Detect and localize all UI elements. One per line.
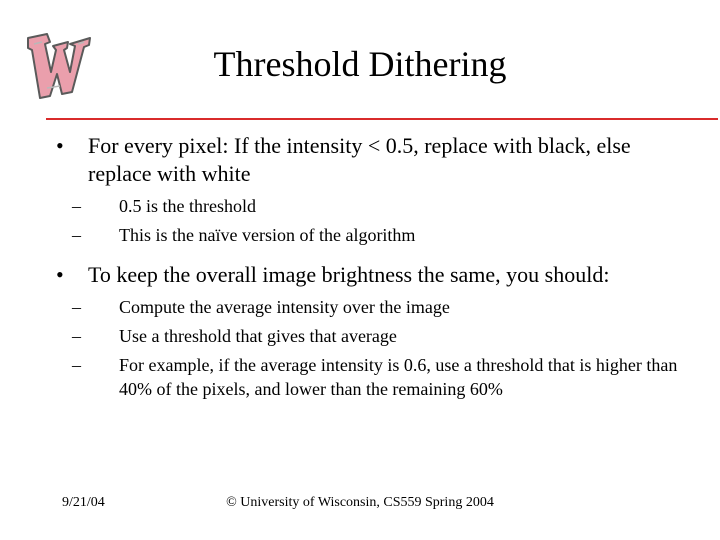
sub-bullet-text: Compute the average intensity over the image	[119, 297, 450, 317]
sub-bullet-text: Use a threshold that gives that average	[119, 326, 397, 346]
sub-bullet-marker: –	[72, 297, 81, 317]
sub-bullet-text: This is the naïve version of the algorithm	[119, 225, 416, 245]
sub-bullet-item	[56, 194, 696, 218]
footer-date: 9/21/04	[62, 495, 105, 510]
sub-bullet-text: 0.5 is the threshold	[119, 196, 256, 216]
bullet-marker: •	[56, 262, 64, 287]
bullet-text: To keep the overall image brightness the same, you should:	[88, 262, 610, 287]
bullet-marker: •	[56, 133, 64, 158]
sub-bullet-item	[56, 223, 696, 247]
sub-bullet-item	[56, 295, 696, 319]
sub-bullet-marker: –	[72, 355, 81, 375]
sub-bullet-marker: –	[72, 225, 81, 245]
bullet-item	[56, 132, 696, 188]
slide-title: Threshold Dithering	[213, 44, 507, 84]
bullet-text: For every pixel: If the intensity < 0.5, replace with black, else replace with white	[88, 133, 631, 186]
sub-bullet-marker: –	[72, 196, 81, 216]
sub-bullet-marker: –	[72, 326, 81, 346]
sub-bullet-text: For example, if the average intensity is 0.6, use a threshold that is higher than 40% of the pixels, and lower than the remaining 60%	[119, 355, 678, 399]
sub-bullet-item	[56, 353, 696, 401]
slide-content	[56, 130, 696, 401]
uw-crest-w-icon	[20, 28, 96, 100]
sub-bullet-item	[56, 324, 696, 348]
footer-copyright: © University of Wisconsin, CS559 Spring 2004	[226, 495, 494, 510]
bullet-item	[56, 261, 696, 289]
title-divider	[46, 118, 718, 120]
